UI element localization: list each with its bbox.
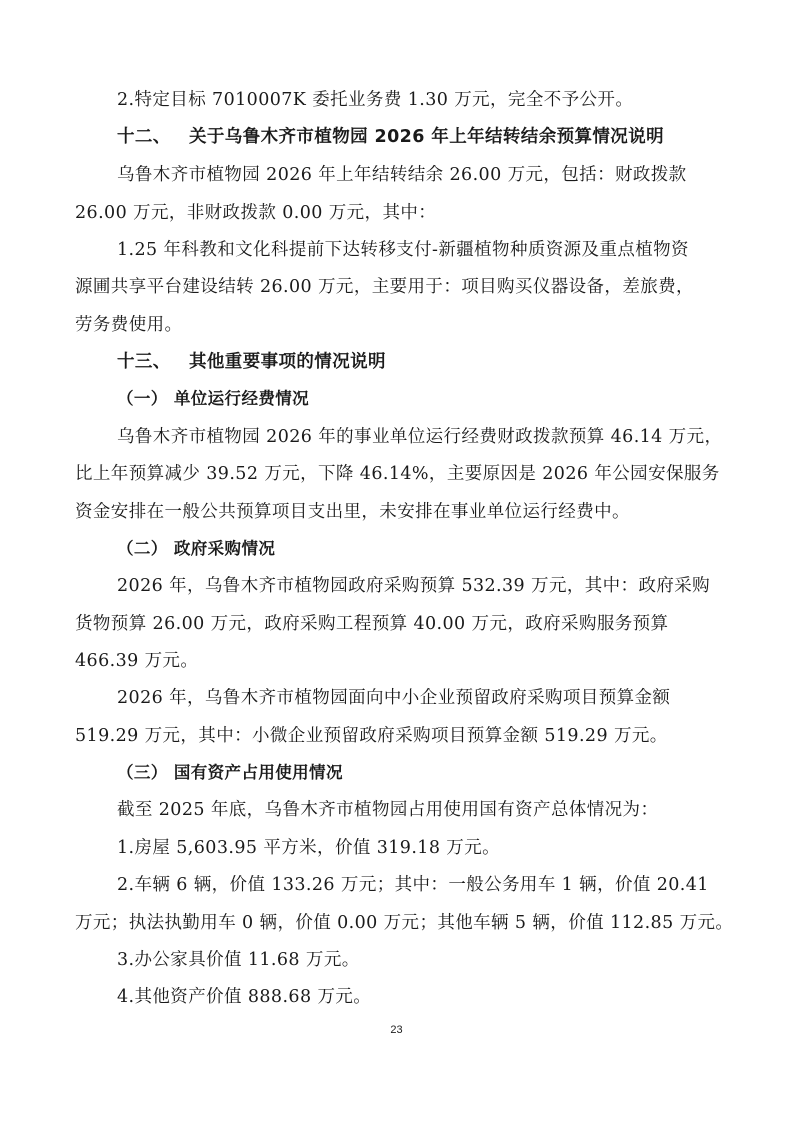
paragraph-text: 货物预算 26.00 万元，政府采购工程预算 40.00 万元，政府采购服务预算: [75, 614, 669, 634]
subsection-heading: （二） 政府采购情况: [117, 539, 276, 558]
paragraph-text: 3.办公家具价值 11.68 万元。: [117, 950, 360, 970]
paragraph-text: 比上年预算减少 39.52 万元，下降 46.14%，主要原因是 2026 年公园安保服务: [75, 464, 720, 484]
section-number: 十二、: [117, 127, 171, 147]
paragraph-text: 2026 年，乌鲁木齐市植物园面向中小企业预留政府采购项目预算金额: [117, 688, 671, 708]
subsection-heading: （三） 国有资产占用使用情况: [117, 763, 343, 782]
section-heading: [117, 125, 664, 149]
section-number: 十三、: [117, 352, 171, 372]
paragraph-text: 2026 年，乌鲁木齐市植物园政府采购预算 532.39 万元，其中：政府采购: [117, 576, 711, 596]
paragraph-text: 519.29 万元，其中：小微企业预留政府采购项目预算金额 519.29 万元。: [75, 726, 668, 746]
subsection-heading: （一） 单位运行经费情况: [117, 389, 310, 408]
paragraph-text: 乌鲁木齐市植物园 2026 年的事业单位运行经费财政拨款预算 46.14 万元，: [117, 427, 723, 447]
paragraph-text: 资金安排在一般公共预算项目支出里，未安排在事业单位运行经费中。: [75, 502, 630, 522]
page-number: 23: [390, 1024, 403, 1036]
section-title: 其他重要事项的情况说明: [189, 352, 386, 372]
paragraph-text: 4.其他资产价值 888.68 万元。: [117, 987, 372, 1007]
paragraph-text: 截至 2025 年底，乌鲁木齐市植物园占用使用国有资产总体情况为：: [117, 800, 659, 820]
paragraph-text: 1.房屋 5,603.95 平方米，价值 319.18 万元。: [117, 838, 501, 858]
section-title: 关于乌鲁木齐市植物园 2026 年上年结转结余预算情况说明: [189, 127, 664, 147]
paragraph-text: 源圃共享平台建设结转 26.00 万元，主要用于：项目购买仪器设备，差旅费，: [75, 277, 694, 297]
paragraph-text: 2.车辆 6 辆，价值 133.26 万元；其中：一般公务用车 1 辆，价值 20.41: [117, 875, 709, 895]
paragraph-text: 1.25 年科教和文化科提前下达转移支付-新疆植物种质资源及重点植物资: [117, 240, 689, 260]
paragraph-text: 26.00 万元，非财政拨款 0.00 万元，其中：: [75, 203, 437, 223]
section-heading: [117, 350, 386, 374]
paragraph-text: 乌鲁木齐市植物园 2026 年上年结转结余 26.00 万元，包括：财政拨款: [117, 165, 687, 185]
paragraph-text: 2.特定目标 7010007K 委托业务费 1.30 万元，完全不予公开。: [117, 90, 634, 110]
paragraph-text: 万元；执法执勤用车 0 辆，价值 0.00 万元；其他车辆 5 辆，价值 112.85 万元。: [75, 913, 734, 933]
paragraph-text: 466.39 万元。: [75, 651, 199, 671]
paragraph-text: 劳务费使用。: [75, 315, 183, 335]
